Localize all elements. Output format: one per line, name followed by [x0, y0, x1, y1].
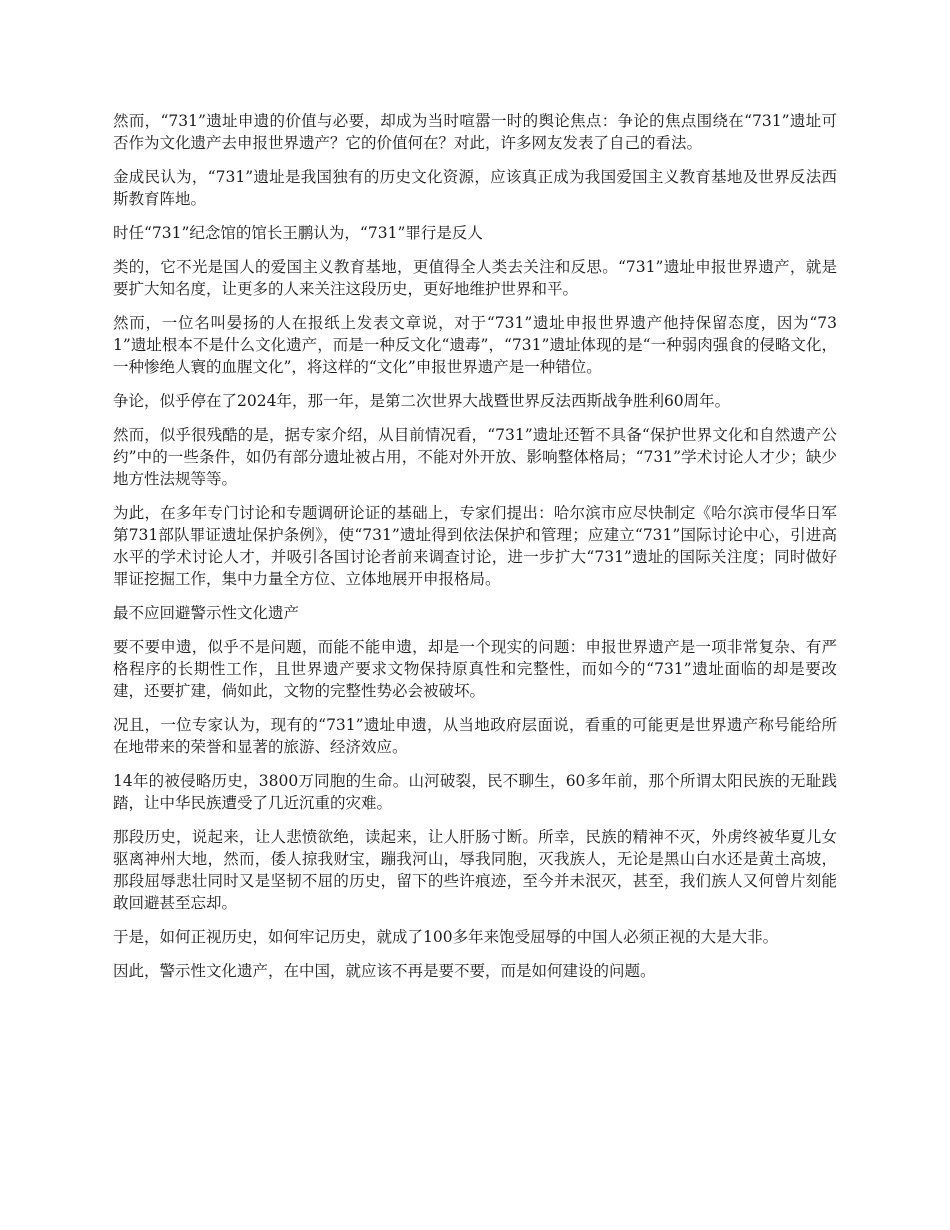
- paragraph: 况且，一位专家认为，现有的“731”遗址申遗，从当地政府层面说，看重的可能更是世界遗产称号能给所在地带来的荣誉和显著的旅游、经济效应。: [113, 716, 837, 756]
- section-heading: 最不应回避警示性文化遗产: [113, 604, 300, 622]
- paragraph: 类的，它不光是国人的爱国主义教育基地，更值得全人类去关注和反思。“731”遗址申报世界遗产，就是要扩大知名度，让更多的人来关注这段历史，更好地维护世界和平。: [113, 258, 837, 298]
- paragraph: 要不要申遗，似乎不是问题，而能不能申遗，却是一个现实的问题：申报世界遗产是一项非常复杂、有严格程序的长期性工作，且世界遗产要求文物保持原真性和完整性，而如今的“731”遗址面临的却是要改建，还要扩建，倘如此，文物的完整性势必会被破坏。: [113, 638, 837, 700]
- document-body: [113, 110, 837, 994]
- paragraph: 时任“731”纪念馆的馆长王鹏认为，“731”罪行是反人: [113, 224, 483, 242]
- paragraph: 金成民认为，“731”遗址是我国独有的历史文化资源，应该真正成为我国爱国主义教育基地及世界反法西斯教育阵地。: [113, 168, 837, 208]
- paragraph: 14年的被侵略历史，3800万同胞的生命。山河破裂，民不聊生，60多年前，那个所谓太阳民族的无耻践踏，让中华民族遭受了几近沉重的灾难。: [113, 772, 837, 812]
- paragraph: 然而，似乎很残酷的是，据专家介绍，从目前情况看，“731”遗址还暂不具备“保护世界文化和自然遗产公约”中的一些条件，如仍有部分遗址被占用，不能对外开放、影响整体格局；“731”学术讨论人才少；缺少地方性法规等等。: [113, 426, 837, 488]
- paragraph: 于是，如何正视历史，如何牢记历史，就成了100多年来饱受屈辱的中国人必须正视的大是大非。: [113, 928, 779, 946]
- paragraph: 因此，警示性文化遗产，在中国，就应该不再是要不要，而是如何建设的问题。: [113, 962, 656, 980]
- paragraph: 争论，似乎停在了2024年，那一年，是第二次世界大战暨世界反法西斯战争胜利60周年。: [113, 392, 731, 410]
- paragraph: 为此，在多年专门讨论和专题调研论证的基础上，专家们提出：哈尔滨市应尽快制定《哈尔滨市侵华日军第731部队罪证遗址保护条例》，使“731”遗址得到依法保护和管理；应建立“731”国际讨论中心，引进高水平的学术讨论人才，并吸引各国讨论者前来调查讨论，进一步扩大“731”遗址的国际关注度；同时做好罪证挖掘工作，集中力量全方位、立体地展开申报格局。: [113, 504, 837, 588]
- paragraph: 然而，“731”遗址申遗的价值与必要，却成为当时喧嚣一时的舆论焦点：争论的焦点围绕在“731”遗址可否作为文化遗产去申报世界遗产？它的价值何在？对此，许多网友发表了自己的看法。: [113, 112, 837, 152]
- paragraph: 那段历史，说起来，让人悲愤欲绝，读起来，让人肝肠寸断。所幸，民族的精神不灭，外虏终被华夏儿女驱离神州大地，然而，倭人掠我财宝，蹦我河山，辱我同胞，灭我族人，无论是黑山白水还是黄土高坡，那段屈辱悲壮同时又是坚韧不屈的历史，留下的些许痕迹，至今并未泯灭，甚至，我们族人又何曾片刻能敢回避甚至忘却。: [113, 828, 837, 912]
- paragraph: 然而，一位名叫晏扬的人在报纸上发表文章说，对于“731”遗址申报世界遗产他持保留态度，因为“731”遗址根本不是什么文化遗产，而是一种反文化“遗毒”，“731”遗址体现的是“一种弱肉强食的侵略文化，一种惨绝人寰的血腥文化”，将这样的“文化”申报世界遗产是一种错位。: [113, 314, 837, 376]
